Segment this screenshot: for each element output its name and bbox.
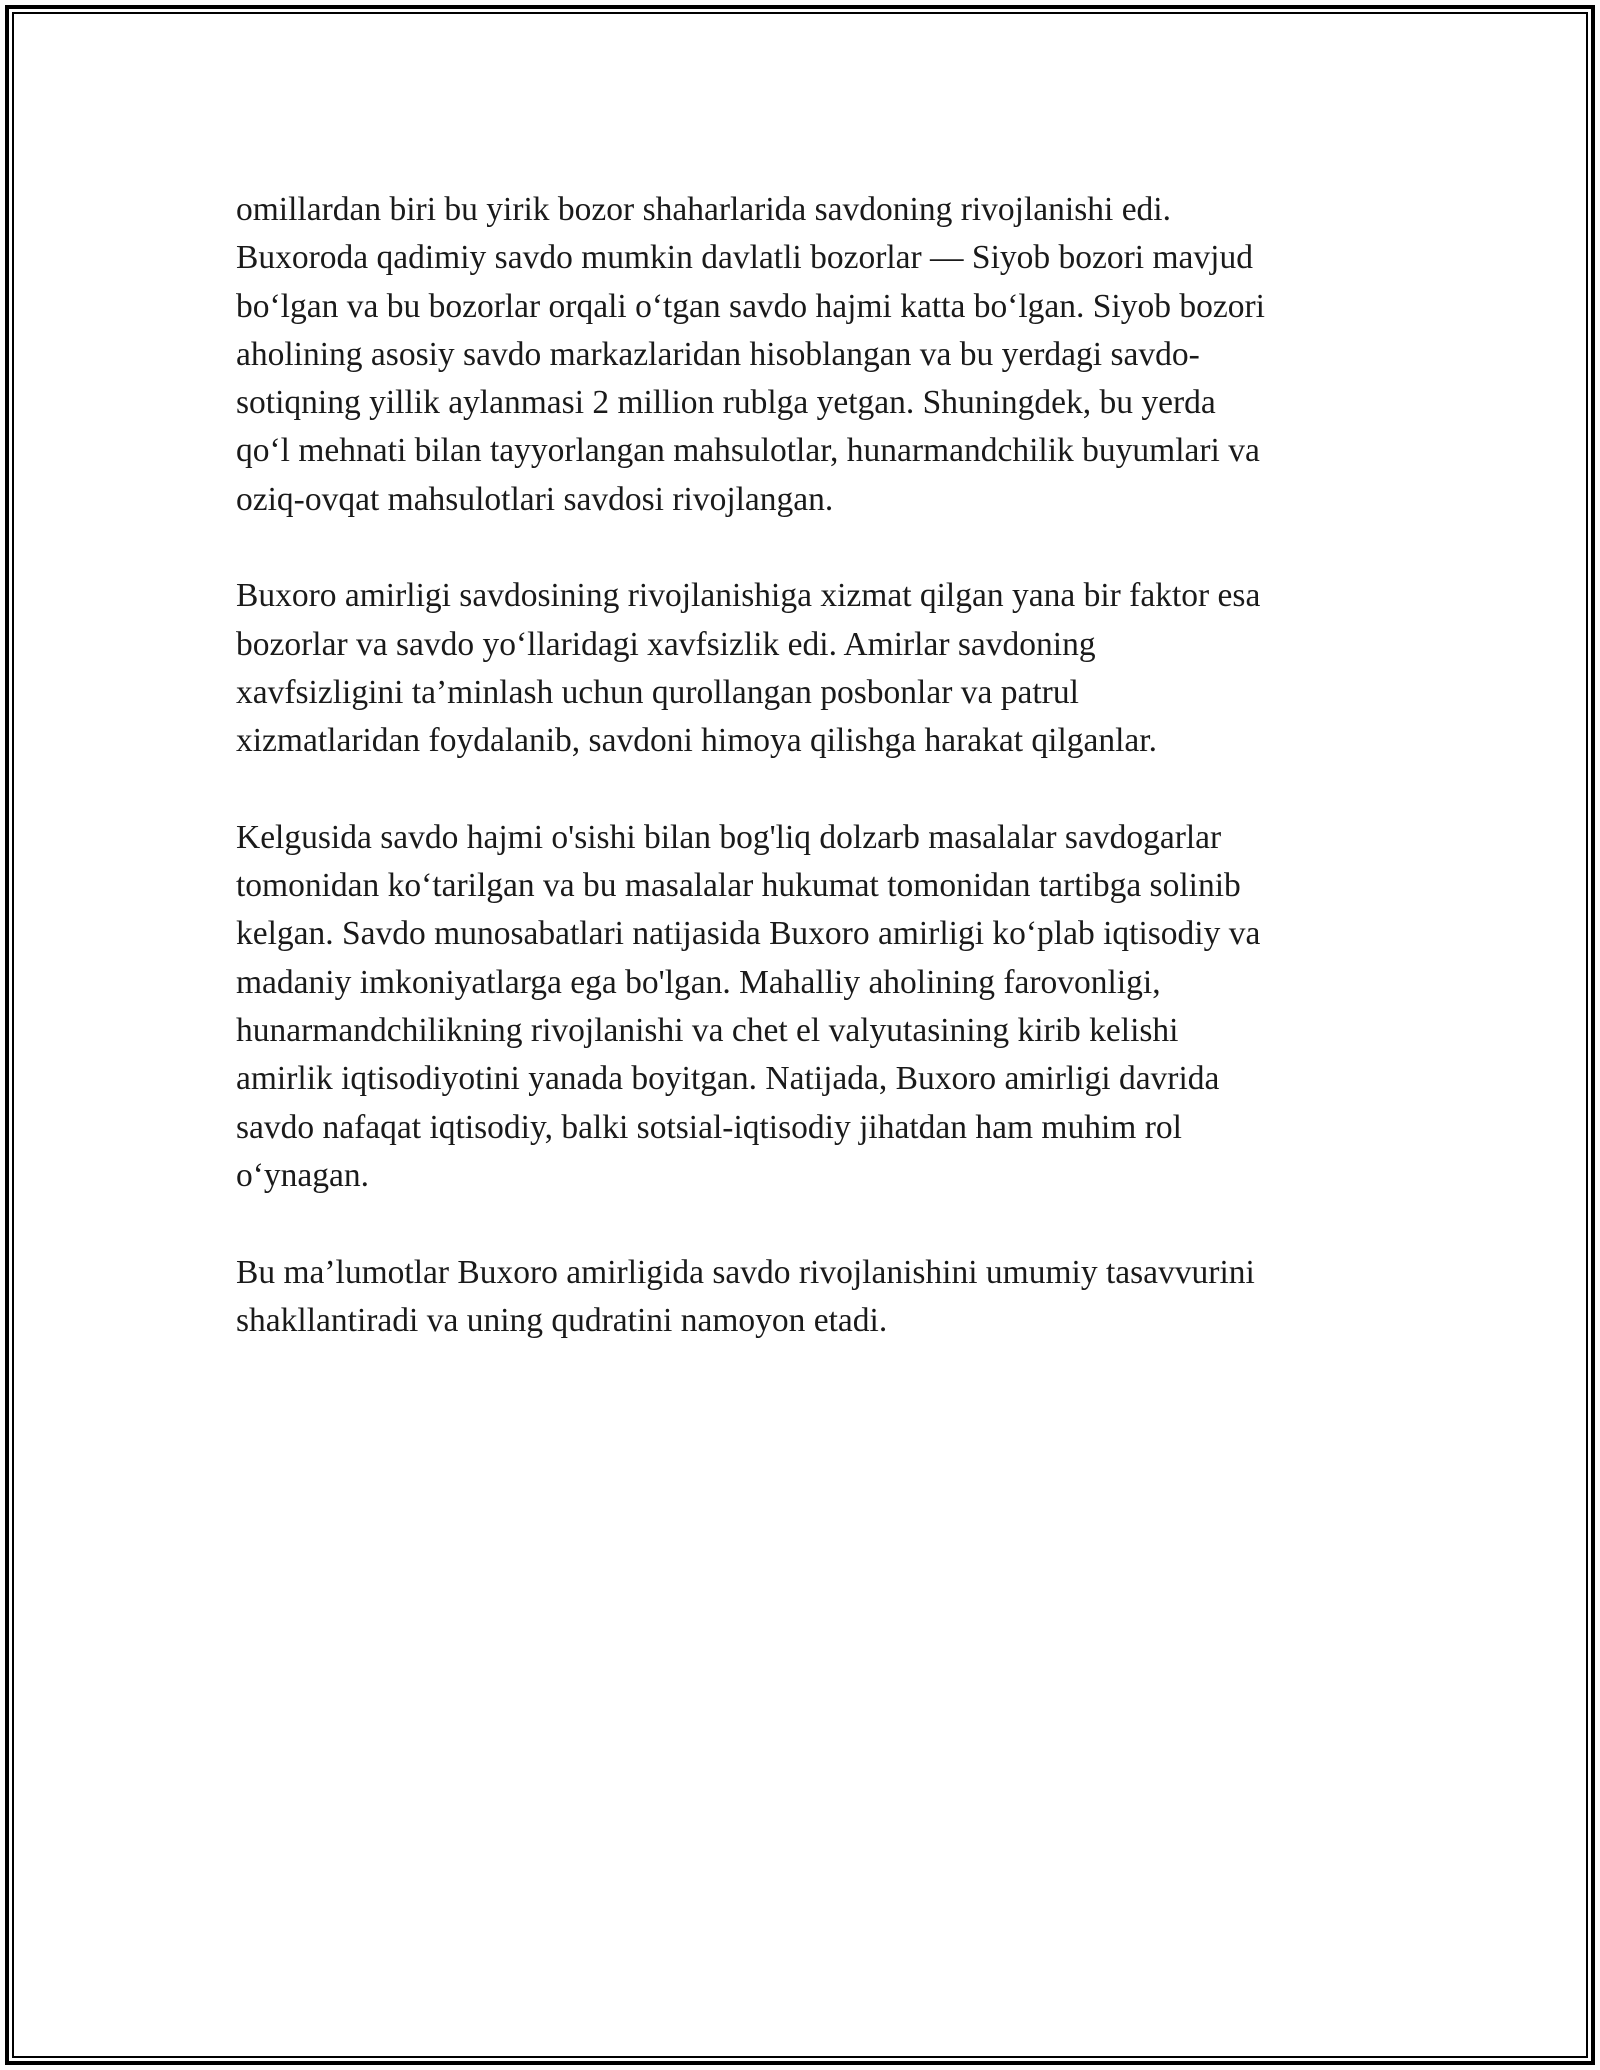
text-line: Buxoro amirligi savdosining rivojlanishiga xizmat qilgan yana bir faktor esa (236, 577, 1261, 615)
paragraph-4 (236, 1249, 1376, 1346)
text-line: Kelgusida savdo hajmi o'sishi bilan bog'liq dolzarb masalalar savdogarlar (236, 818, 1222, 856)
text-line: omillardan biri bu yirik bozor shaharlarida savdoning rivojlanishi edi. (236, 191, 1171, 228)
text-line: savdo nafaqat iqtisodiy, balki sotsial-iqtisodiy jihatdan ham muhim rol (236, 1108, 1182, 1146)
text-line: xizmatlaridan foydalanib, savdoni himoya qilishga harakat qilganlar. (236, 722, 1157, 760)
text-line: madaniy imkoniyatlarga ega bo'lgan. Mahalliy aholining farovonligi, (236, 963, 1161, 1001)
text-line: xavfsizligini ta’minlash uchun qurollangan posbonlar va patrul (236, 673, 1079, 711)
text-line: amirlik iqtisodiyotini yanada boyitgan. Natijada, Buxoro amirligi davrida (236, 1060, 1220, 1098)
text-line: sotiqning yillik aylanmasi 2 million rublga yetgan. Shuningdek, bu yerda (236, 384, 1216, 422)
paragraph-2 (236, 572, 1376, 765)
text-line: Bu ma’lumotlar Buxoro amirligida savdo rivojlanishini umumiy tasavvurini (236, 1253, 1255, 1291)
text-line: oziq-ovqat mahsulotlari savdosi rivojlangan. (236, 480, 834, 518)
text-line: bozorlar va savdo yo‘llaridagi xavfsizlik edi. Amirlar savdoning (236, 625, 1096, 663)
text-line: aholining asosiy savdo markazlaridan hisoblangan va bu yerdagi savdo- (236, 335, 1200, 373)
text-line: hunarmandchilikning rivojlanishi va chet el valyutasining kirib kelishi (236, 1012, 1179, 1050)
text-line: bo‘lgan va bu bozorlar orqali o‘tgan savdo hajmi katta bo‘lgan. Siyob bozori (236, 287, 1265, 325)
paragraph-1 (236, 186, 1376, 524)
text-line: o‘ynagan. (236, 1156, 370, 1194)
text-line: kelgan. Savdo munosabatlari natijasida Buxoro amirligi ko‘plab iqtisodiy va (236, 915, 1261, 953)
text-line: tomonidan ko‘tarilgan va bu masalalar hukumat tomonidan tartibga solinib (236, 867, 1241, 905)
document-body (236, 186, 1376, 1393)
text-line: shakllantiradi va uning qudratini namoyon etadi. (236, 1301, 888, 1339)
text-line: qo‘l mehnati bilan tayyorlangan mahsulotlar, hunarmandchilik buyumlari va (236, 432, 1260, 470)
paragraph-3 (236, 814, 1376, 1200)
text-line: Buxoroda qadimiy savdo mumkin davlatli bozorlar — Siyob bozori mavjud (236, 239, 1253, 277)
